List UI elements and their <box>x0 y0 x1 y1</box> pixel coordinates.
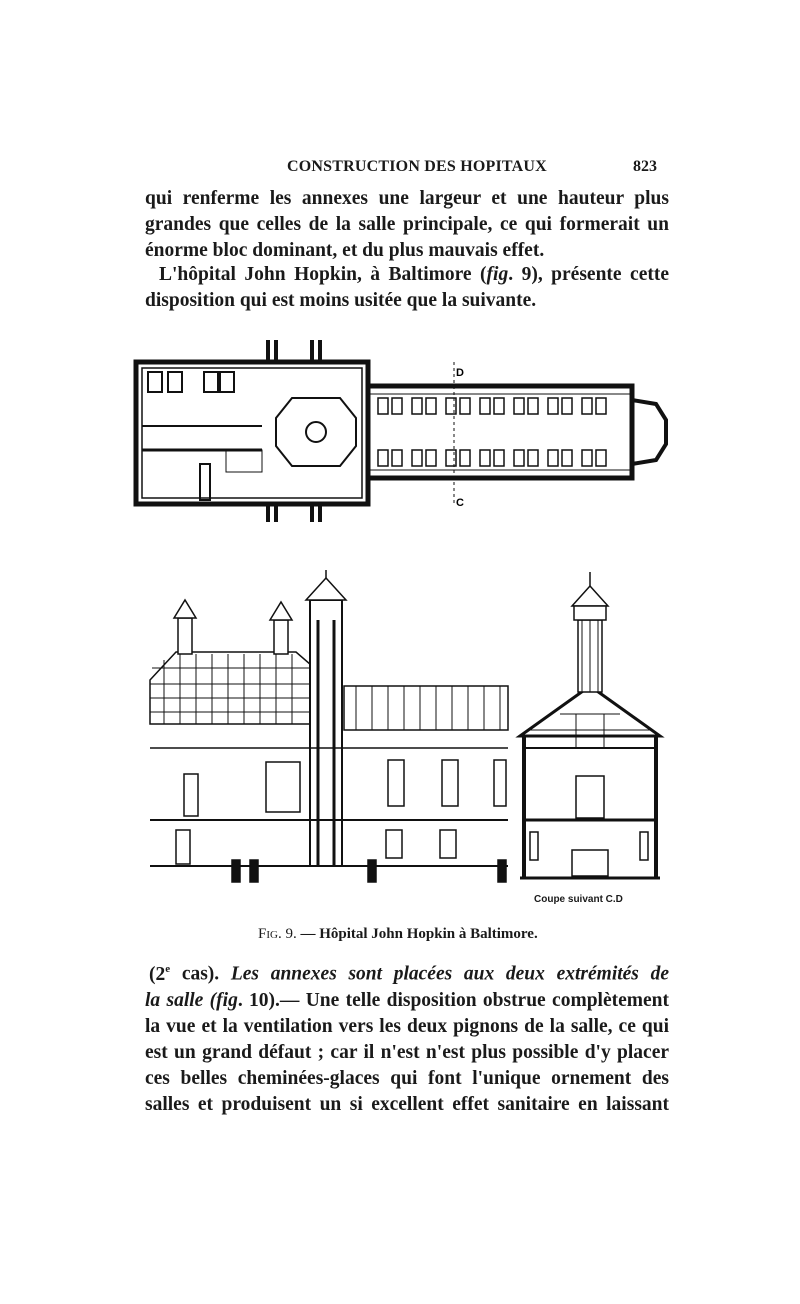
text-span: L'hôpital John Hopkin, à Baltimore ( <box>159 264 487 285</box>
text-span: cas). <box>170 963 231 985</box>
plan-label-d: D <box>456 367 464 379</box>
caption-fig-number: Fig. 9. <box>258 926 297 942</box>
superscript: e <box>165 963 171 975</box>
section-drawing <box>520 572 660 878</box>
text-line: qui renferme les annexes une largeur et une hauteur plus <box>145 188 669 209</box>
plan-label-c: C <box>456 497 464 509</box>
paragraph-3 <box>145 956 669 1118</box>
figure-caption <box>258 926 538 943</box>
text-line <box>145 988 669 1014</box>
caption-text: — Hôpital John Hopkin à Baltimore. <box>296 926 538 942</box>
italic-span: la salle ( <box>145 989 217 1011</box>
fig-ref: fig <box>216 989 238 1011</box>
text-line: grandes que celles de la salle principale, ce qui formerait un <box>145 214 669 235</box>
text-line: salles et produisent un si excellent effet sanitaire en laissant <box>145 1093 669 1115</box>
italic-heading: Les annexes sont placées aux deux extrémités de <box>230 963 669 985</box>
floor-plan <box>136 340 666 522</box>
text-line: la vue et la ventilation vers les deux pignons de la salle, ce qui <box>145 1015 669 1037</box>
section-label: Coupe suivant C.D <box>534 894 623 905</box>
elevation-drawing <box>150 570 508 882</box>
page-number: 823 <box>633 158 657 175</box>
running-title: CONSTRUCTION DES HOPITAUX <box>287 158 547 175</box>
text-span: (2 <box>149 963 166 985</box>
text-line <box>145 956 669 988</box>
text-span: . 9), présente cette <box>508 264 669 285</box>
text-line: énorme bloc dominant, et du plus mauvais effet. <box>145 240 545 261</box>
text-span: . 10).— Une telle disposition obstrue complètement <box>237 989 669 1011</box>
text-line: disposition qui est moins usitée que la suivante. <box>145 290 537 311</box>
text-line: ces belles cheminées-glaces qui font l'unique ornement des <box>145 1067 669 1089</box>
fig-ref: fig <box>486 264 509 285</box>
text-line: est un grand défaut ; car il n'est n'est plus possible d'y placer <box>145 1041 669 1063</box>
